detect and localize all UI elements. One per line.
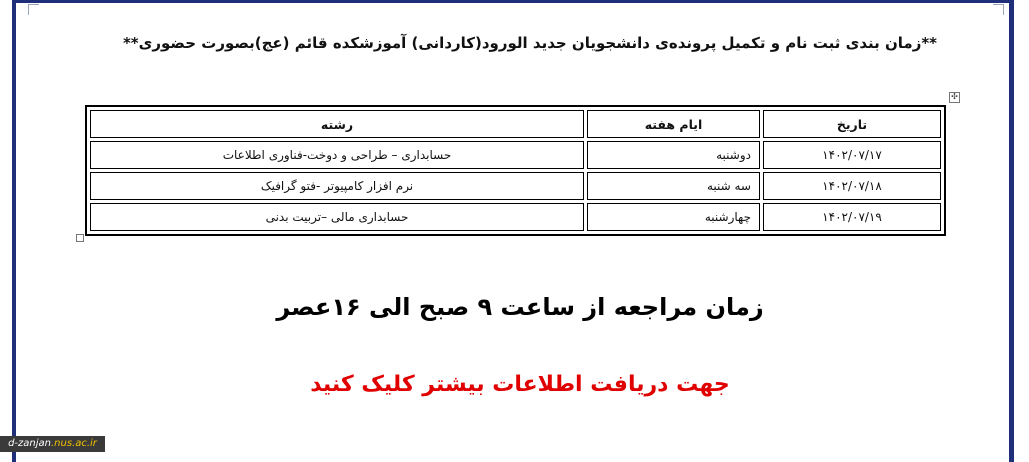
cell-major: نرم افزار کامپیوتر -فتو گرافیک bbox=[90, 172, 584, 200]
watermark-prefix: d-zanjan bbox=[8, 438, 51, 449]
table-header-row bbox=[90, 110, 941, 138]
cell-date: ۱۴۰۲/۰۷/۱۸ bbox=[763, 172, 941, 200]
header-date: تاریخ bbox=[763, 110, 941, 138]
visiting-hours-notice: زمان مراجعه از ساعت ۹ صبح الی ۱۶عصر bbox=[276, 293, 764, 321]
page-title: **زمان بندی ثبت نام و تکمیل پرونده‌ی دانشجویان جدید الورود(کاردانی) آموزشکده قائم (عج)بصورت حضوری** bbox=[122, 34, 938, 52]
header-day: ایام هفته bbox=[587, 110, 760, 138]
watermark-accent: .nus.ac.ir bbox=[50, 438, 97, 449]
page-frame-right bbox=[1009, 0, 1014, 462]
cell-major: حسابداری مالی –تربیت بدنی bbox=[90, 203, 584, 231]
cell-day: دوشنبه bbox=[587, 141, 760, 169]
cell-date: ۱۴۰۲/۰۷/۱۹ bbox=[763, 203, 941, 231]
schedule-table bbox=[85, 105, 946, 236]
table-row bbox=[90, 172, 941, 200]
header-major: رشته bbox=[90, 110, 584, 138]
table-row bbox=[90, 141, 941, 169]
cell-day: چهارشنبه bbox=[587, 203, 760, 231]
cell-date: ۱۴۰۲/۰۷/۱۷ bbox=[763, 141, 941, 169]
page-corner-mark-left bbox=[28, 4, 39, 15]
site-watermark bbox=[0, 436, 105, 452]
cell-day: سه شنبه bbox=[587, 172, 760, 200]
page-corner-mark-right bbox=[993, 4, 1004, 15]
page-frame-top bbox=[12, 0, 1014, 3]
page-frame-left bbox=[12, 0, 16, 462]
table-resize-handle[interactable] bbox=[76, 234, 84, 242]
more-info-link[interactable]: جهت دریافت اطلاعات بیشتر کلیک کنید bbox=[310, 372, 730, 397]
table-row bbox=[90, 203, 941, 231]
table-move-handle-icon[interactable]: ✣ bbox=[949, 92, 960, 103]
cell-major: حسابداری – طراحی و دوخت-فناوری اطلاعات bbox=[90, 141, 584, 169]
